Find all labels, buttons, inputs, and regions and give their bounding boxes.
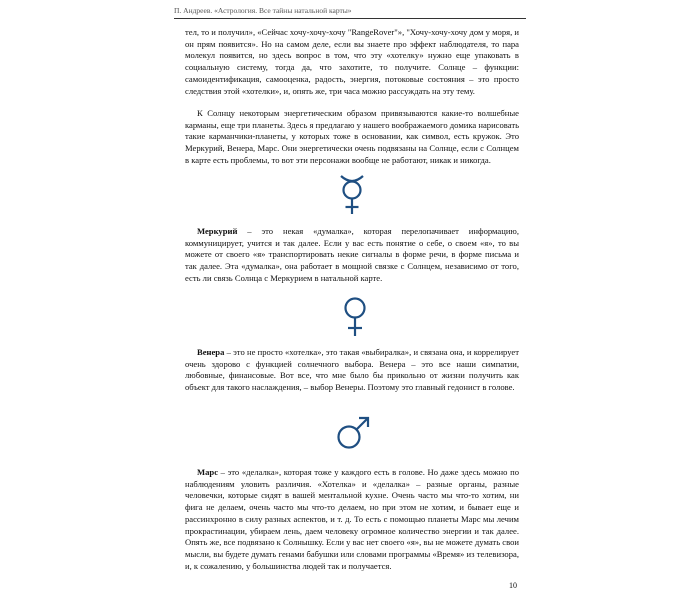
page-number: 10 bbox=[509, 581, 517, 590]
paragraph-text: тел, то и получил», «Сейчас хочу-хочу-хочу "RangeRover"», "Хочу-хочу-хочу дом у моря, и он прям появится». Но на самом деле, если вы знаете про эффект наблюдателя, то пара молекул появится, но здесь вопрос в том, что эту «хотелку» нужно еще упаковать в социальную систему, тогда да, что захотите, то получите. Солнце – функции: самоидентификация, самооценка, радость, энергия, потоковые состояния – это просто следствия этой «хотелки», и, опять же, три часа можно рассуждать на эту тему. bbox=[185, 27, 519, 96]
planet-name-venus: Венера bbox=[197, 347, 225, 357]
paragraph-text: К Солнцу некоторым энергетическим образом привязываются какие-то волшебные карманы, еще три планеты. Здесь я предлагаю у нашего воображаемого домика нарисовать такие карманчики-планеты, у которых тоже в основании, как символ, есть кружок. Это Меркурий, Венера, Марс. Они энергетически очень подвязаны на Солнце, если с Солнцем в карте есть проблемы, то вот эти персонажи вообще не работают, никак и никогда. bbox=[185, 108, 519, 165]
paragraph-intro bbox=[185, 27, 519, 97]
mars-symbol-icon bbox=[328, 410, 378, 454]
paragraph-planets bbox=[185, 108, 519, 167]
paragraph-mars bbox=[185, 467, 519, 572]
paragraph-mercury bbox=[185, 226, 519, 285]
paragraph-text: – это не просто «хотелка», это такая «выбиралка», и связана она, и коррелирует очень здорово с функцией солнечного выбора. Венера – это все наши симпатии, любовные, финансовые. Вот все, что мне было бы прикольно от жизни получить как объект для такого наслаждения, – выбор Венеры. Поэтому это главный гедонист в голове. bbox=[185, 347, 519, 393]
running-header: П. Андреев. «Астрология. Все тайны натальной карты» bbox=[174, 6, 352, 15]
planet-name-mercury: Меркурий bbox=[197, 226, 238, 236]
planet-name-mars: Марс bbox=[197, 467, 219, 477]
paragraph-text: – это «делалка», которая тоже у каждого есть в голове. Но даже здесь можно по наблюдениям уловить различия. «Хотелка» и «делалка» – разные органы, разные человечки, которые сидят в вашей ментальной кухне. Очень часто мы что-то хотим, ни фига не делаем, очень часто мы что-то делаем, но при этом не хотим, и бывает еще и рассинхронно в силу разных аспектов, и т. д. То есть с помощью планеты Марс мы лечим прокрастинации, убираем лень, даем человеку огромное количество энергии и так далее. Опять же, все подвязано к Солнышку. Если у вас нет своего «я», вы не можете думать свои мысли, вы будете думать генами бабушки или словами программы «Время» из телевизора, и, к сожалению, у большинства людей так и получается. bbox=[185, 467, 519, 571]
paragraph-venus bbox=[185, 347, 519, 394]
venus-symbol-icon bbox=[330, 294, 380, 338]
paragraph-text: – это некая «думалка», которая перелопачивает информацию, коммуницирует, учится и так далее. Если у вас есть понятие о себе, о своем «я», то вы можете от своего «я» транспортировать некие сигналы в форме речи, в форме письма и так далее. Эта «думалка», она работает в мощной связке с Солнцем, независимо от того, есть ли связь Солнца с Меркурием в натальной карте. bbox=[185, 226, 519, 283]
header-divider bbox=[174, 18, 526, 19]
mercury-symbol-icon bbox=[327, 173, 377, 217]
